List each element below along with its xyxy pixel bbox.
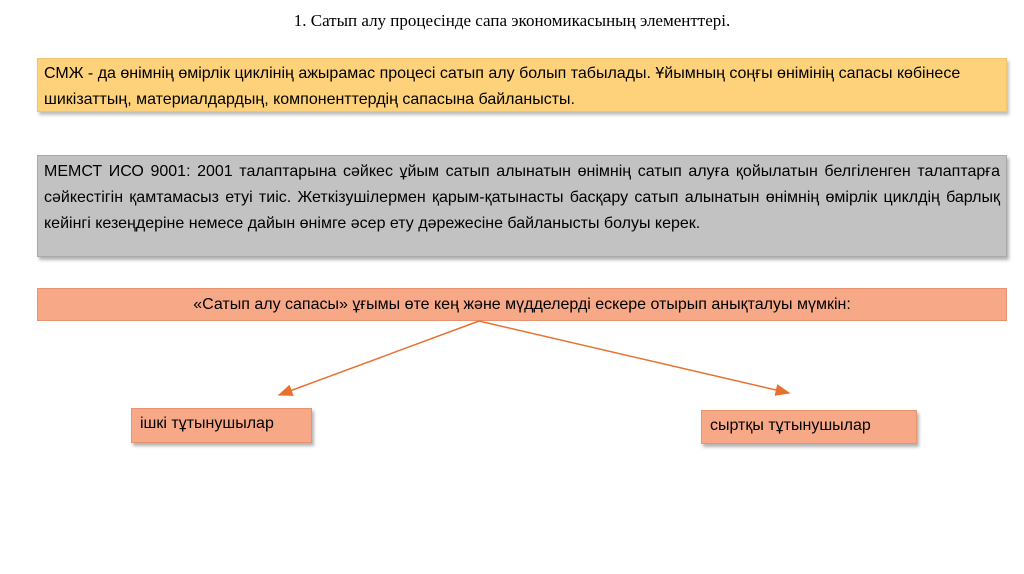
slide-title: 1. Сатып алу процесінде сапа экономикасының элементтері. — [293, 11, 731, 30]
external-customers-label: сыртқы тұтынушылар — [701, 410, 917, 444]
standard-text-box: МЕМСТ ИСО 9001: 2001 талаптарына сәйкес ұйым сатып алынатын өнімнің сатып алуға қойылатын белгіленген талаптарға сәйкестігін қамтамасыз етуі тиіс. Жеткізушілермен қарым-қатынасты басқару сатып алынатын өнімнің өмірлік циклдің барлық кейінгі кезеңдеріне немесе дайын өнімге әсер ету дәрежесіне байланысты болуы керек. — [37, 155, 1007, 257]
intro-text-box: СМЖ - да өнімнің өмірлік циклінің ажырамас процесі сатып алу болып табылады. Ұйымның соңғы өнімінің сапасы көбінесе шикізаттың, материалдардың, компоненттердің сапасына байланысты. — [37, 58, 1007, 112]
arrow-to-external — [479, 321, 789, 393]
arrow-to-internal — [279, 321, 479, 395]
internal-customers-label: ішкі тұтынушылар — [131, 408, 312, 443]
concept-text-box: «Сатып алу сапасы» ұғымы өте кең және мүдделерді ескере отырып анықталуы мүмкін: — [37, 288, 1007, 321]
